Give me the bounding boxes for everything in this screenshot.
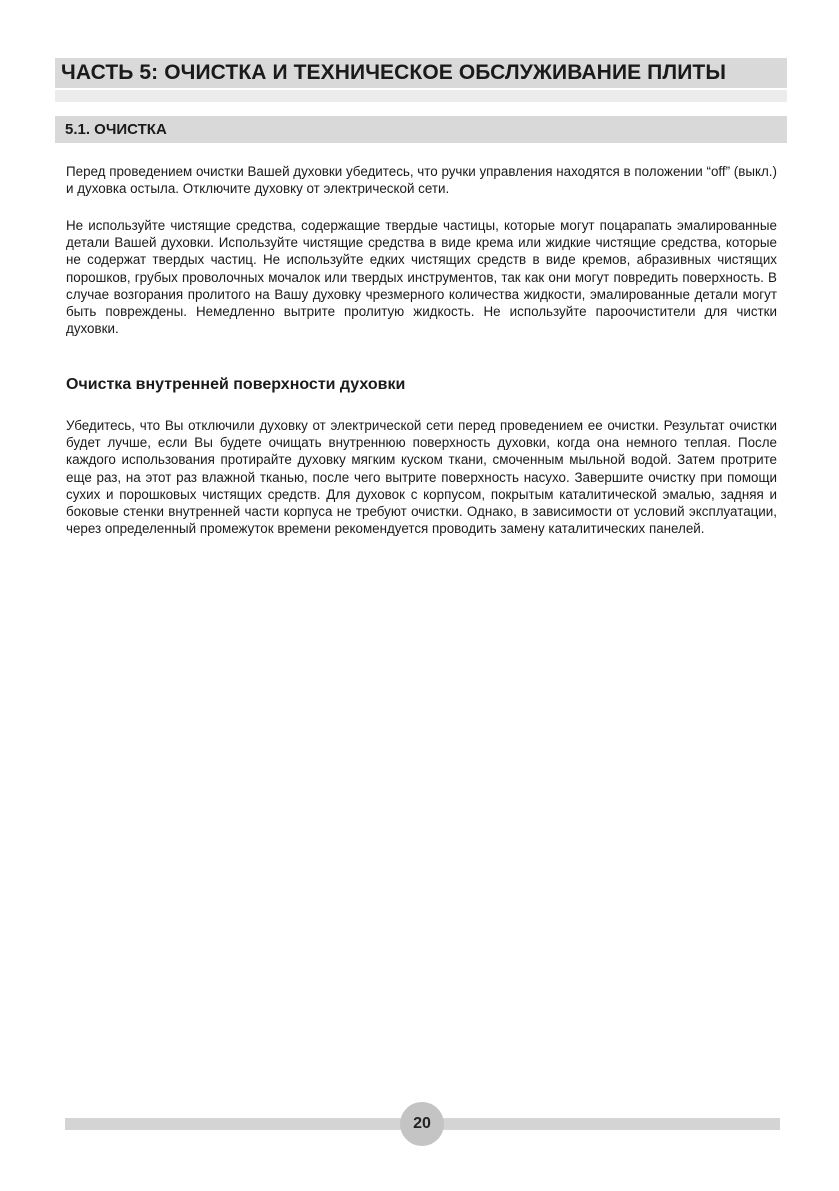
page-title: ЧАСТЬ 5: ОЧИСТКА И ТЕХНИЧЕСКОЕ ОБСЛУЖИВАНИЕ ПЛИТЫ	[61, 61, 726, 84]
paragraph-cleaning-agents: Не используйте чистящие средства, содержащие твердые частицы, которые могут поцарапать эмалированные детали Вашей духовки. Используйте чистящие средства в виде крема или жидкие чистящие средства, которые не содержат твердых частиц. Не используйте едких чистящих средств в виде кремов, абразивных чистящих порошков, грубых проволочных мочалок или твердых инструментов, так как они могут повредить поверхность. В случае возгорания пролитого на Вашу духовку чрезмерного количества жидкости, эмалированные детали могут быть повреждены. Немедленно вытрите пролитую жидкость. Не используйте пароочистители для чистки духовки.	[66, 218, 777, 337]
title-underbar	[55, 90, 787, 102]
page-number-badge	[400, 1102, 444, 1146]
main-title-bar	[55, 58, 787, 88]
subheading-inner-cleaning: Очистка внутренней поверхности духовки	[66, 376, 406, 393]
paragraph-intro: Перед проведением очистки Вашей духовки убедитесь, что ручки управления находятся в положении “off” (выкл.) и духовка остыла. Отключите духовку от электрической сети.	[66, 164, 777, 197]
paragraph-inner-cleaning: Убедитесь, что Вы отключили духовку от электрической сети перед проведением ее очистки. Результат очистки будет лучше, если Вы будете очищать внутреннюю поверхность духовки, когда она немного теплая. После каждого использования протирайте духовку мягким куском ткани, смоченным мыльной водой. Затем протрите еще раз, на этот раз влажной тканью, после чего вытрите поверхность насухо. Завершите очистку при помощи сухих и порошковых чистящих средств. Для духовок с корпусом, покрытым каталитической эмалью, задняя и боковые стенки внутренней части корпуса не требуют очистки. Однако, в зависимости от условий эксплуатации, через определенный промежуток времени рекомендуется проводить замену каталитических панелей.	[66, 418, 777, 537]
section-bar	[55, 116, 787, 143]
page-number: 20	[413, 1115, 431, 1132]
section-title: 5.1. ОЧИСТКА	[65, 121, 167, 138]
